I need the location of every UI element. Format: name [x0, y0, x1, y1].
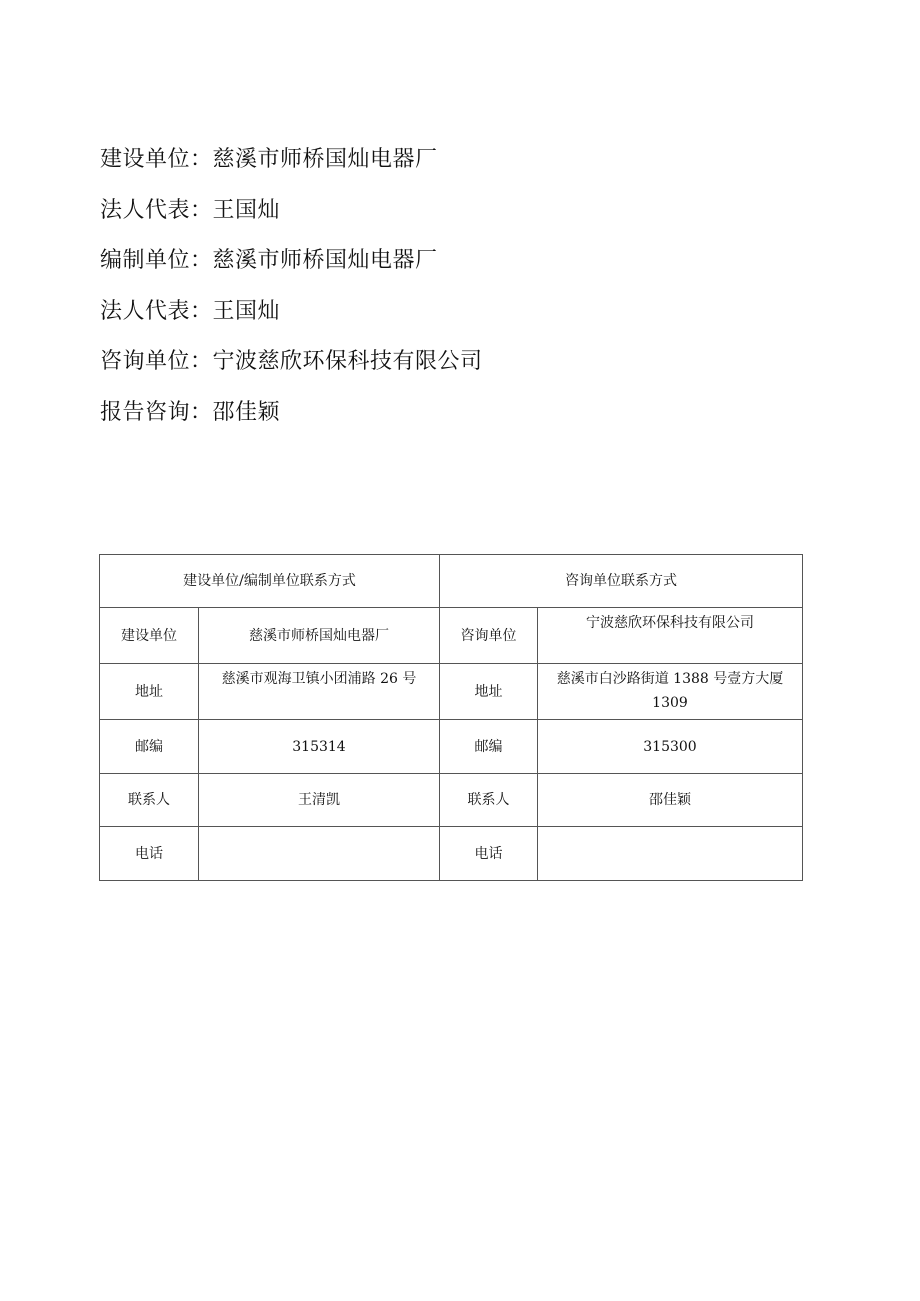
info-label: 建设单位： [100, 147, 213, 172]
row-label: 电话 [100, 827, 199, 881]
right-section-header: 咨询单位联系方式 [440, 555, 803, 608]
info-line-compiling-unit [100, 238, 483, 289]
row-value: 315314 [199, 720, 440, 774]
row-value [538, 827, 803, 881]
table-row [100, 774, 803, 827]
table-row [100, 827, 803, 881]
table-header-row [100, 555, 803, 608]
row-value: 宁波慈欣环保科技有限公司 [538, 608, 803, 664]
info-value: 王国灿 [212, 298, 281, 324]
row-value: 慈溪市白沙路街道 1388 号壹方大厦 1309 [538, 664, 803, 720]
info-value: 慈溪市师桥国灿电器厂 [212, 248, 438, 273]
row-label: 联系人 [100, 774, 199, 827]
info-value: 王国灿 [212, 197, 281, 223]
row-label: 咨询单位 [440, 608, 538, 664]
row-label: 联系人 [440, 774, 538, 827]
contact-table [99, 554, 803, 881]
info-label: 咨询单位： [100, 349, 213, 374]
info-line-consulting-unit [100, 339, 483, 390]
info-line-legal-representative-2 [100, 289, 483, 340]
info-value: 宁波慈欣环保科技有限公司 [212, 349, 483, 374]
row-label: 建设单位 [100, 608, 199, 664]
row-value: 王清凯 [199, 774, 440, 827]
row-value: 邵佳颖 [538, 774, 803, 827]
info-line-report-consultant [100, 390, 483, 441]
table-row [100, 664, 803, 720]
info-label: 法人代表： [100, 298, 213, 324]
info-label: 报告咨询： [100, 399, 213, 425]
info-line-construction-unit [100, 137, 483, 188]
info-label: 编制单位： [100, 248, 213, 273]
row-value: 315300 [538, 720, 803, 774]
table-row [100, 608, 803, 664]
row-value [199, 827, 440, 881]
info-value: 慈溪市师桥国灿电器厂 [212, 147, 438, 172]
row-label: 邮编 [440, 720, 538, 774]
row-label: 邮编 [100, 720, 199, 774]
info-value: 邵佳颖 [212, 399, 281, 425]
info-label: 法人代表： [100, 197, 213, 223]
row-value: 慈溪市观海卫镇小团浦路 26 号 [199, 664, 440, 720]
left-section-header: 建设单位/编制单位联系方式 [100, 555, 440, 608]
info-line-legal-representative [100, 188, 483, 239]
row-label: 地址 [440, 664, 538, 720]
row-label: 电话 [440, 827, 538, 881]
info-block [100, 137, 483, 440]
table-row [100, 720, 803, 774]
row-label: 地址 [100, 664, 199, 720]
row-value: 慈溪市师桥国灿电器厂 [199, 608, 440, 664]
